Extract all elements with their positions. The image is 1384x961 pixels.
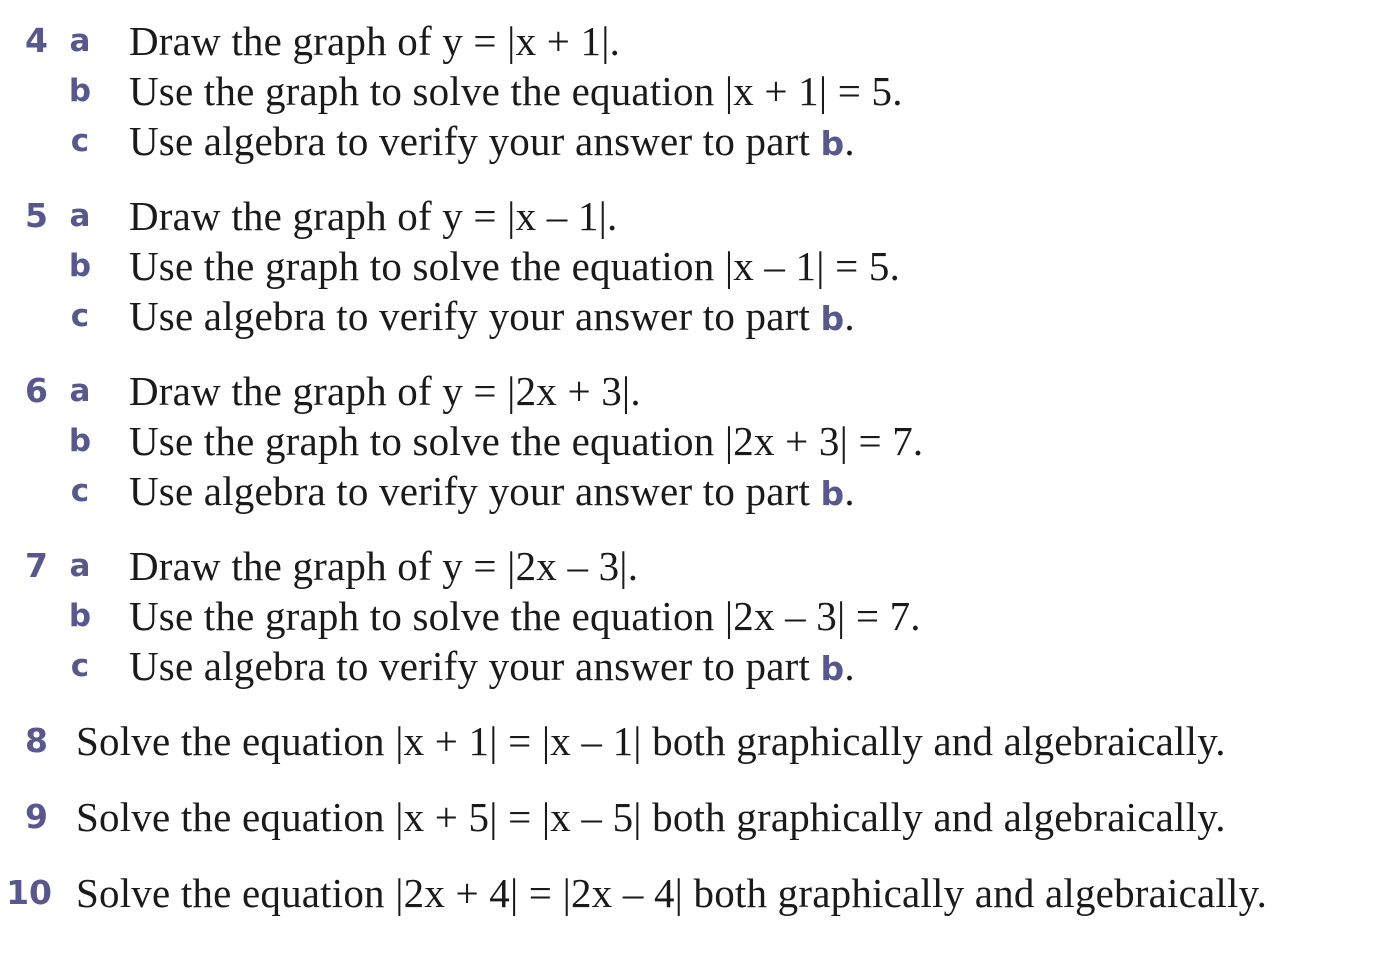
part-text-main: Use algebra to verify your answer to part	[129, 118, 821, 164]
question-text: Solve the equation |x + 5| = |x – 5| both graphically and algebraically.	[76, 794, 1226, 840]
part-reference: b	[820, 474, 845, 513]
question-body	[0, 792, 1384, 842]
question-body	[0, 868, 1384, 918]
part-text: Draw the graph of y = |2x + 3|.	[129, 368, 641, 414]
part-letter: c	[70, 473, 90, 509]
question-part-c	[0, 466, 1384, 516]
part-letter: a	[69, 548, 91, 584]
part-letter: c	[70, 648, 90, 684]
question-number: 9	[25, 797, 48, 836]
part-text-main: Use algebra to verify your answer to part	[129, 643, 821, 689]
part-text	[129, 291, 855, 344]
question-part-a	[0, 366, 1384, 416]
question-part-a	[0, 541, 1384, 591]
part-text-suffix: .	[844, 468, 855, 514]
part-letter: b	[68, 423, 92, 459]
part-text: Draw the graph of y = |x + 1|.	[129, 18, 621, 64]
part-text: Use the graph to solve the equation |2x – 3| = 7.	[129, 593, 921, 639]
part-reference: b	[820, 649, 845, 688]
part-letter: a	[69, 198, 91, 234]
part-text-suffix: .	[844, 643, 855, 689]
question-number: 6	[25, 371, 48, 410]
part-reference: b	[820, 299, 845, 338]
question-part-b	[0, 416, 1384, 466]
part-letter: b	[68, 73, 92, 109]
part-letter: c	[70, 298, 90, 334]
question-body	[0, 716, 1384, 766]
part-text: Draw the graph of y = |x – 1|.	[129, 193, 618, 239]
question-number: 5	[25, 196, 48, 235]
part-letter: b	[68, 598, 92, 634]
part-text	[129, 641, 855, 694]
question-number: 10	[6, 873, 52, 912]
question-part-b	[0, 66, 1384, 116]
part-text: Draw the graph of y = |2x – 3|.	[129, 543, 639, 589]
question-number: 4	[25, 21, 48, 60]
question-part-a	[0, 16, 1384, 66]
question-text: Solve the equation |2x + 4| = |2x – 4| both graphically and algebraically.	[76, 870, 1268, 916]
part-text-main: Use algebra to verify your answer to part	[129, 468, 821, 514]
part-reference: b	[820, 124, 845, 163]
question-number: 7	[25, 546, 48, 585]
part-text-main: Use algebra to verify your answer to part	[129, 293, 821, 339]
part-text: Use the graph to solve the equation |x + 1| = 5.	[129, 68, 903, 114]
part-text: Use the graph to solve the equation |2x + 3| = 7.	[129, 418, 924, 464]
question-text: Solve the equation |x + 1| = |x – 1| both graphically and algebraically.	[76, 718, 1226, 764]
question-part-b	[0, 591, 1384, 641]
part-letter: a	[69, 373, 91, 409]
part-text: Use the graph to solve the equation |x – 1| = 5.	[129, 243, 901, 289]
part-text-suffix: .	[844, 293, 855, 339]
question-part-c	[0, 291, 1384, 341]
question-part-c	[0, 641, 1384, 691]
part-letter: c	[70, 123, 90, 159]
part-letter: a	[69, 23, 91, 59]
part-text	[129, 116, 855, 169]
part-text-suffix: .	[844, 118, 855, 164]
question-part-b	[0, 241, 1384, 291]
question-part-a	[0, 191, 1384, 241]
part-letter: b	[68, 248, 92, 284]
question-number: 8	[25, 721, 48, 760]
question-part-c	[0, 116, 1384, 166]
part-text	[129, 466, 855, 519]
